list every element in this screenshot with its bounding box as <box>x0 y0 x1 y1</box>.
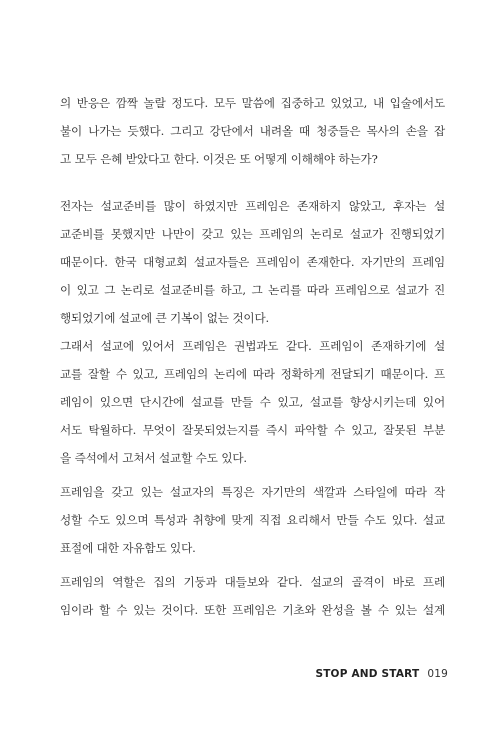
paragraph-4 <box>60 478 445 562</box>
text-line: 그래서 설교에 있어서 프레임은 권법과도 같다. 프레임이 존재하기에 설 <box>60 339 445 353</box>
text-line: 이 있고 그 논리로 설교준비를 하고, 그 논리를 따라 프레임으로 설교가 진 <box>60 283 445 297</box>
paragraph-5 <box>60 568 445 624</box>
page-number: 019 <box>427 668 448 680</box>
paragraph-3 <box>60 332 445 472</box>
text-line: 임이라 할 수 있는 것이다. 또한 프레임은 기초와 완성을 볼 수 있는 설계 <box>60 603 445 617</box>
text-line: 표절에 대한 자유함도 있다. <box>60 541 196 555</box>
text-line: 서도 탁월하다. 무엇이 잘못되었는지를 즉시 파악할 수 있고, 잘못된 부분 <box>60 423 445 437</box>
text-line: 성할 수도 있으며 특성과 취향에 맞게 직접 요리해서 만들 수도 있다. 설교 <box>60 513 445 527</box>
text-line: 행되었기에 설교에 큰 기복이 없는 것이다. <box>60 311 270 325</box>
text-line: 불이 나가는 듯했다. 그리고 강단에서 내려올 때 청중들은 목사의 손을 잡 <box>60 124 445 138</box>
text-line: 프레임을 갖고 있는 설교자의 특징은 자기만의 색깔과 스타일에 따라 작 <box>60 485 445 499</box>
page-footer <box>315 668 448 680</box>
text-line: 교를 잘할 수 있고, 프레임의 논리에 따라 정확하게 전달되기 때문이다. 프 <box>60 367 445 381</box>
running-title: STOP AND START <box>315 668 420 680</box>
text-line: 레임이 있으면 단시간에 설교를 만들 수 있고, 설교를 향상시키는데 있어 <box>60 395 445 409</box>
text-line: 의 반응은 깜짝 놀랄 정도다. 모두 말씀에 집중하고 있었고, 내 입술에서도 <box>60 96 445 110</box>
text-line: 전자는 설교준비를 많이 하였지만 프레임은 존재하지 않았고, 후자는 설 <box>60 199 445 213</box>
text-line: 때문이다. 한국 대형교회 설교자들은 프레임이 존재한다. 자기만의 프레임 <box>60 255 445 269</box>
text-line: 을 즉석에서 고쳐서 설교할 수도 있다. <box>60 451 247 465</box>
text-line: 고 모두 은혜 받았다고 한다. 이것은 또 어떻게 이해해야 하는가? <box>60 152 378 166</box>
paragraph-1 <box>60 89 445 173</box>
text-line: 교준비를 못했지만 나만이 갖고 있는 프레임의 논리로 설교가 진행되었기 <box>60 227 445 241</box>
paragraph-2 <box>60 192 445 332</box>
text-line: 프레임의 역할은 집의 기둥과 대들보와 같다. 설교의 골격이 바로 프레 <box>60 575 445 589</box>
